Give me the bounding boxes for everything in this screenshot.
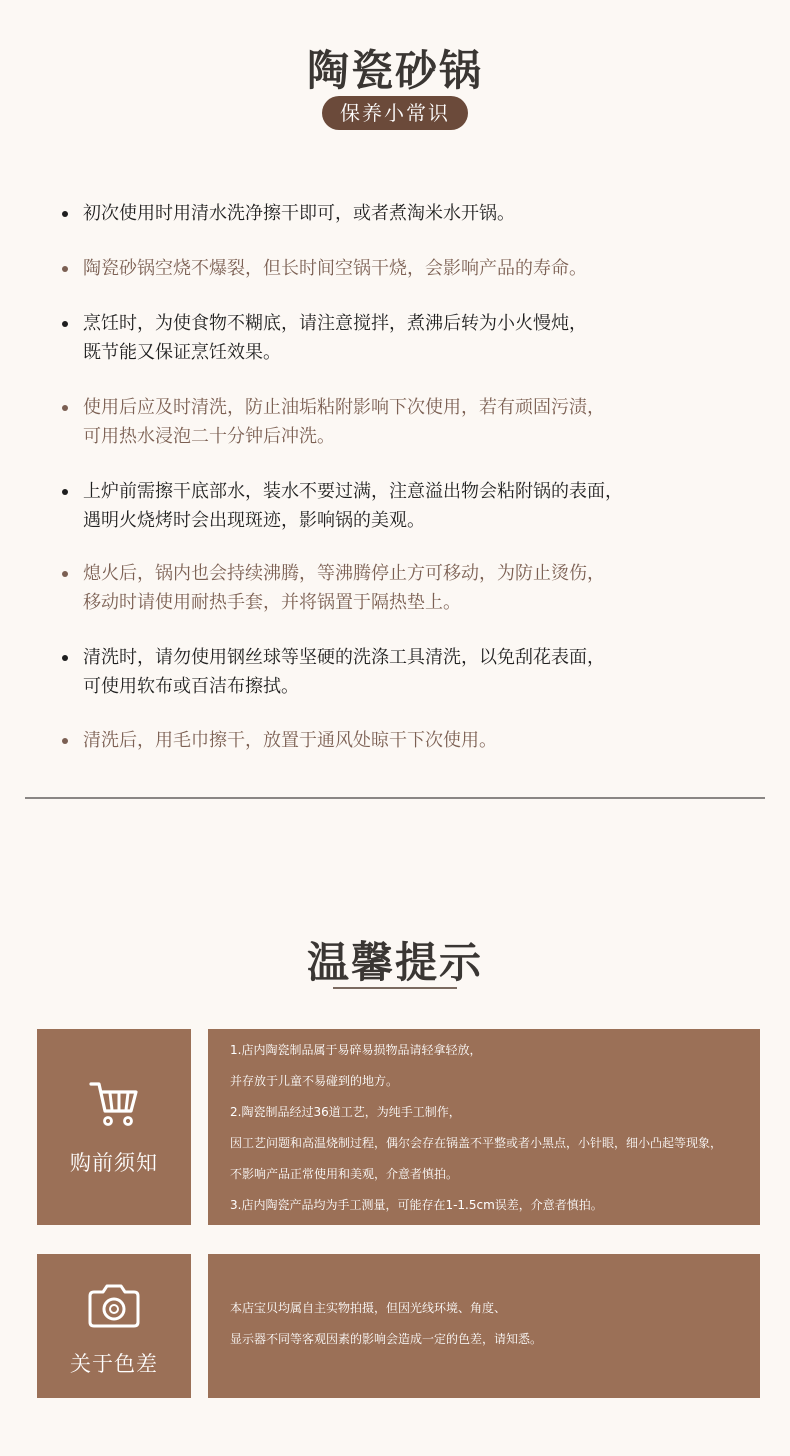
notice-line: 不影响产品正常使用和美观，介意者慎拍。	[230, 1167, 459, 1181]
bullet-icon	[62, 571, 68, 577]
notice-line: 显示器不同等客观因素的影响会造成一定的色差，请知悉。	[230, 1332, 543, 1346]
bullet-icon	[62, 655, 68, 661]
tip-text: 初次使用时用清水洗净擦干即可，或者煮淘米水开锅。	[83, 203, 515, 224]
color-notice-label-panel	[37, 1254, 191, 1398]
notice-line: 3.店内陶瓷产品均为手工测量，可能存在1-1.5cm误差，介意者慎拍。	[230, 1198, 603, 1212]
tip-text: 陶瓷砂锅空烧不爆裂，但长时间空锅干烧，会影响产品的寿命。	[83, 258, 587, 279]
list-item	[62, 477, 762, 535]
list-item	[62, 199, 762, 228]
list-item	[62, 559, 762, 617]
purchase-notice-panel	[208, 1029, 760, 1225]
purchase-notice-label-panel	[37, 1029, 191, 1225]
bullet-icon	[62, 489, 68, 495]
notice-line: 2.陶瓷制品经过36道工艺，为纯手工制作，	[230, 1105, 461, 1119]
subtitle-badge: 保养小常识	[322, 96, 468, 130]
title-underline	[333, 987, 457, 989]
list-item	[62, 393, 762, 451]
tip-text: 烹饪时，为使食物不糊底，请注意搅拌，煮沸后转为小火慢炖， 既节能又保证烹饪效果。	[83, 313, 587, 363]
color-notice-panel	[208, 1254, 760, 1398]
bullet-icon	[62, 405, 68, 411]
list-item	[62, 726, 762, 755]
notice-line: 因工艺问题和高温烧制过程，偶尔会存在锅盖不平整或者小黑点，小针眼，细小凸起等现象，	[230, 1136, 723, 1150]
shopping-cart-icon	[88, 1079, 140, 1133]
bullet-icon	[62, 738, 68, 744]
bullet-icon	[62, 211, 68, 217]
notice-title: 温馨提示	[306, 938, 483, 987]
color-notice-label: 关于色差	[70, 1352, 158, 1376]
bullet-icon	[62, 266, 68, 272]
tip-text: 清洗时，请勿使用钢丝球等坚硬的洗涤工具清洗，以免刮花表面， 可使用软布或百洁布擦拭。	[83, 647, 605, 697]
notice-line: 本店宝贝均属自主实物拍摄，但因光线环境、角度、	[230, 1301, 507, 1315]
page-title: 陶瓷砂锅	[306, 46, 483, 95]
tip-text: 上炉前需擦干底部水，装水不要过满，注意溢出物会粘附锅的表面， 遇明火烧烤时会出现斑迹，影响锅的美观。	[83, 481, 623, 531]
purchase-notice-label: 购前须知	[70, 1151, 158, 1175]
tip-text: 使用后应及时清洗，防止油垢粘附影响下次使用，若有顽固污渍， 可用热水浸泡二十分钟后冲洗。	[83, 397, 605, 447]
list-item	[62, 309, 762, 367]
tip-text: 清洗后，用毛巾擦干，放置于通风处晾干下次使用。	[83, 730, 497, 751]
camera-icon	[86, 1282, 142, 1334]
list-item	[62, 643, 762, 701]
section-divider	[25, 797, 765, 799]
notice-line: 1.店内陶瓷制品属于易碎易损物品请轻拿轻放，	[230, 1043, 482, 1057]
notice-line: 并存放于儿童不易碰到的地方。	[230, 1074, 399, 1088]
list-item	[62, 254, 762, 283]
tip-text: 熄火后，锅内也会持续沸腾，等沸腾停止方可移动，为防止烫伤， 移动时请使用耐热手套，并将锅置于隔热垫上。	[83, 563, 605, 613]
bullet-icon	[62, 321, 68, 327]
